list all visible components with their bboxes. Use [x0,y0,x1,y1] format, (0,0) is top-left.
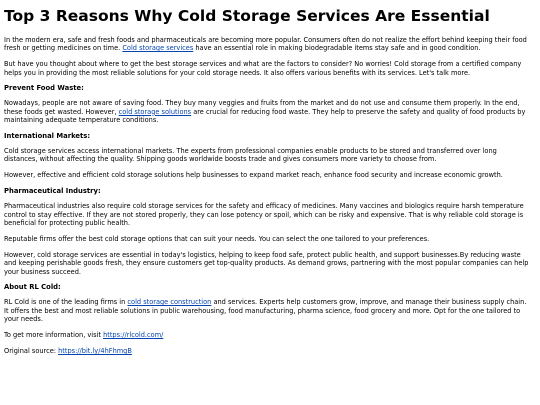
original-source-link[interactable]: https://bit.ly/4hFhmgB [58,346,132,355]
intro-text-a: In the modern era, safe and fresh foods and pharmaceuticals are becoming more popular. Consumers often do not realize the effort behind keeping their food fresh or getting medicines on time. [4,35,527,53]
heading-prevent-food-waste: Prevent Food Waste: [4,84,84,93]
pharma-paragraph-3: However, cold storage services are essential in today's logistics, helping to keep food safe, protect public health, and support businesses.By reducing waste and keeping perishable goods fresh, they ensure customers get top-quality products. As demand grows, partnering with the most popular companies can help your business succeed. [4,250,529,276]
about-text-b: and services. Experts help customers grow, improve, and manage their business supply chain. It offers the best and most reliable solutions in public warehousing, food manufacturing, pharma science, food grocery and more. Opt for the one tailored to your needs. [4,298,527,324]
intro-text-b: have an essential role in making biodegradable items stay safe and in good condition. [193,44,481,53]
rlcold-website-link[interactable]: https://rlcold.com/ [103,331,164,340]
food-waste-text-a: Nowadays, people are not aware of saving food. They buy many veggies and fruits from the market and do not use and consume them properly. In the end, these foods get wasted. However, [4,99,520,116]
food-waste-paragraph [4,99,532,124]
original-source-paragraph [4,347,532,355]
intro-paragraph-2: But have you thought about where to get the best storage services and what are the factors to consider? No worries! Cold storage from a certified company helps you in providing the most reliable solutions for your cold storage needs. It also offers various benefits with its services. Let's talk more. [4,60,522,77]
pharma-paragraph-1: Pharmaceutical industries also require cold storage services for the safety and efficacy of medicines. Many vaccines and biologics require harsh temperature control to stay effective. If they are not stored properly, they can lose potency or spoil, which can be risky and expensive. That is why reliable cold storage is beneficial for protecting public health. [4,202,524,227]
about-text-a: RL Cold is one of the leading firms in [4,298,128,307]
pharma-paragraph-2: Reputable firms offer the best cold storage options that can suit your needs. You can select the one tailored to your preferences. [4,234,430,243]
heading-international-markets: International Markets: [4,132,91,141]
food-waste-text-b: are crucial for reducing food waste. They help to preserve the safety and quality of food products by maintaining adequate temperature conditions. [4,107,526,125]
cold-storage-construction-link[interactable]: cold storage construction [127,298,212,307]
page-title: Top 3 Reasons Why Cold Storage Services Are Essential [4,7,490,25]
original-source-text: Original source: [4,346,59,355]
international-paragraph-2: However, effective and efficient cold storage solutions help businesses to expand market reach, enhance food security and increase economic growth. [4,171,503,180]
intro-paragraph-1 [4,36,532,53]
cold-storage-services-link[interactable]: Cold storage services [122,44,194,53]
about-paragraph [4,298,532,323]
more-info-paragraph [4,331,532,339]
heading-pharmaceutical-industry: Pharmaceutical Industry: [4,187,101,196]
heading-about-rl-cold: About RL Cold: [4,283,61,292]
cold-storage-solutions-link[interactable]: cold storage solutions [118,107,192,116]
more-info-text: To get more information, visit [4,331,104,340]
international-paragraph-1: Cold storage services access international markets. The experts from professional companies enable products to be stored and transferred over long distances, without affecting the quality. Shipping goods worldwide boosts trade and gives consumers more variety to choose from. [4,146,497,164]
